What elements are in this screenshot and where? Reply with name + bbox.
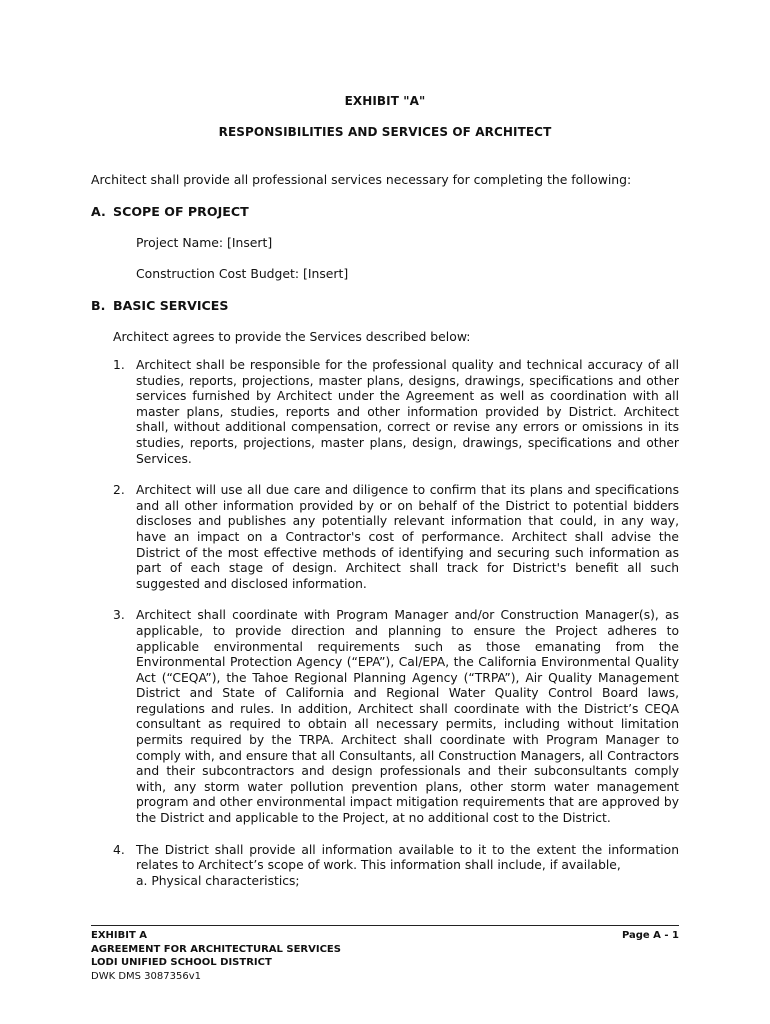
- section-b-letter: B.: [91, 298, 106, 313]
- list-item-text: The District shall provide all information available to it to the extent the information relates to Architect’s scope of work. This information shall include, if available,: [136, 842, 679, 873]
- list-item-number: 3.: [113, 608, 125, 623]
- list-item-text: Architect shall coordinate with Program Manager and/or Construction Manager(s), as applicable, to provide direction and planning to ensure the Project adheres to applicable environmental requirements such as those emanating from the Environmental Protection Agency (“EPA”), Cal/EPA, the California Environmental Quality Act (“CEQA”), the Tahoe Regional Planning Agency (“TRPA”), Air Quality Management District and State of California and Regional Water Quality Control Board laws, regulations and rules. In addition, Architect shall coordinate with the District’s CEQA consultant as required to obtain all necessary permits, including without limitation permits required by the TRPA. Architect shall coordinate with Program Manager to comply with, and ensure that all Consultants, all Construction Managers, all Contractors and their subcontractors and design professionals and their subconsultants comply with, any storm water pollution prevention plans, other storm water management program and other environmental impact mitigation requirements that are approved by the District and applicable to the Project, at no additional cost to the District.: [136, 608, 679, 826]
- sub-list-item: a. Physical characteristics;: [136, 873, 300, 888]
- list-item-number: 1.: [113, 358, 125, 372]
- services-lead-paragraph: Architect agrees to provide the Services described below:: [113, 329, 471, 344]
- list-item-number: 4.: [113, 842, 125, 857]
- exhibit-title: EXHIBIT "A": [344, 94, 426, 108]
- services-list: [113, 358, 679, 905]
- footer-district-name: LODI UNIFIED SCHOOL DISTRICT: [91, 957, 272, 968]
- project-name-field: Project Name: [Insert]: [136, 235, 273, 250]
- section-b-title: BASIC SERVICES: [113, 298, 229, 313]
- section-a-title: SCOPE OF PROJECT: [113, 204, 249, 219]
- footer-divider: [91, 925, 679, 926]
- document-subtitle: RESPONSIBILITIES AND SERVICES OF ARCHITECT: [218, 125, 552, 139]
- intro-paragraph: Architect shall provide all professional services necessary for completing the following:: [91, 172, 632, 187]
- list-item-text: Architect will use all due care and diligence to confirm that its plans and specifications and all other information provided by or on behalf of the District to potential bidders discloses and publishes any potentially relevant information that could, in any way, have an impact on a Contractor's cost of performance. Architect shall advise the District of the most effective methods of identifying and securing such information as part of each stage of design. Architect shall track for District's benefit all such suggested and disclosed information.: [136, 483, 679, 591]
- page-footer: [91, 929, 679, 983]
- page-number: Page A - 1: [621, 930, 679, 941]
- section-b-heading: [91, 298, 228, 313]
- section-a-letter: A.: [91, 204, 106, 219]
- list-item: [113, 843, 679, 890]
- list-item: [113, 608, 679, 826]
- list-item-text: Architect shall be responsible for the professional quality and technical accuracy of all studies, reports, projections, master plans, designs, drawings, specifications and other services furnished by Architect under the Agreement as well as coordination with all master plans, studies, reports and other information provided by District. Architect shall, without additional compensation, correct or revise any errors or omissions in its studies, reports, projections, master plans, design, drawings, specifications and other Services.: [136, 358, 679, 466]
- footer-agreement-title: AGREEMENT FOR ARCHITECTURAL SERVICES: [91, 943, 341, 955]
- footer-doc-id: DWK DMS 3087356v1: [91, 970, 201, 982]
- list-item: [113, 358, 679, 467]
- footer-exhibit-label: EXHIBIT A: [91, 930, 148, 941]
- list-item: [113, 483, 679, 592]
- list-item-number: 2.: [113, 483, 125, 498]
- construction-budget-field: Construction Cost Budget: [Insert]: [136, 266, 349, 281]
- section-a-heading: [91, 204, 249, 219]
